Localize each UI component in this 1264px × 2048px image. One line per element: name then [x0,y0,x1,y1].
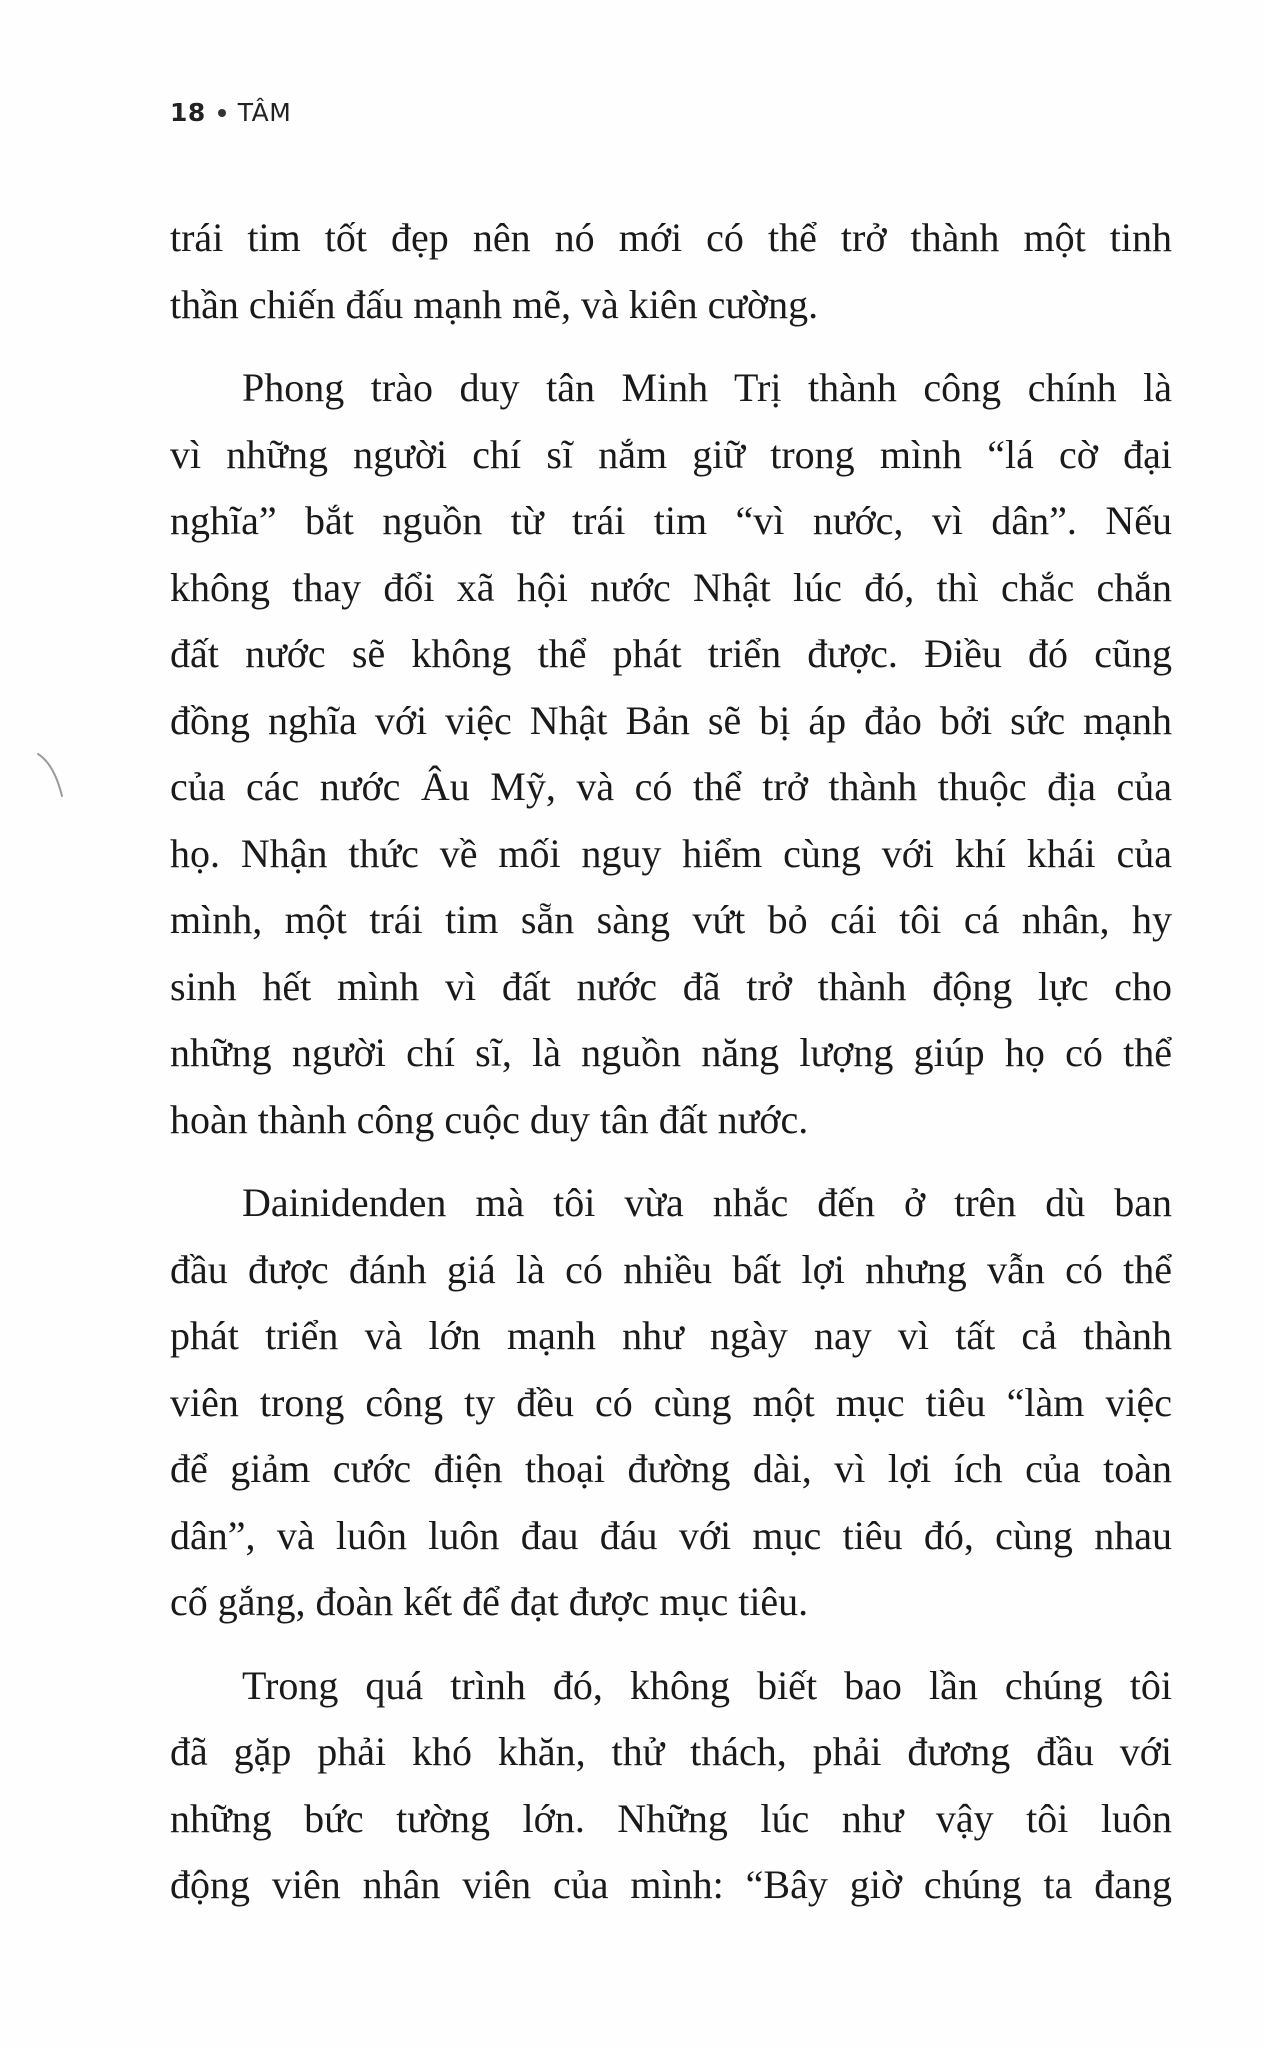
body-text [170,205,1172,1936]
text-line: sinh hết mình vì đất nước đã trở thành động lực cho [170,963,1172,1009]
text-line: vì những người chí sĩ nắm giữ trong mình “lá cờ đại [170,431,1172,477]
text-line: Trong quá trình đó, không biết bao lần chúng tôi [242,1662,1172,1708]
paragraph-1 [170,205,1172,338]
text-line: đồng nghĩa với việc Nhật Bản sẽ bị áp đảo bởi sức mạnh [170,697,1172,743]
text-line: không thay đổi xã hội nước Nhật lúc đó, thì chắc chắn [170,564,1172,610]
page-number: 18 [170,98,206,127]
text-line: những người chí sĩ, là nguồn năng lượng giúp họ có thể [170,1030,1172,1075]
text-line: viên trong công ty đều có cùng một mục tiêu “làm việc [170,1379,1172,1425]
text-line: để giảm cước điện thoại đường dài, vì lợi ích của toàn [170,1446,1172,1491]
text-line: Phong trào duy tân Minh Trị thành công chính là [242,365,1172,410]
bullet-separator-icon [218,109,226,117]
text-line: hoàn thành công cuộc duy tân đất nước. [170,1096,809,1142]
text-line: nghĩa” bắt nguồn từ trái tim “vì nước, vì dân”. Nếu [170,498,1172,543]
text-line: mình, một trái tim sẵn sàng vứt bỏ cái tôi cá nhân, hy [170,897,1172,942]
text-line: Dainidenden mà tôi vừa nhắc đến ở trên dù ban [242,1180,1172,1225]
text-line: những bức tường lớn. Những lúc như vậy tôi luôn [170,1795,1172,1841]
text-line: trái tim tốt đẹp nên nó mới có thể trở thành một tinh [170,215,1172,260]
text-line: của các nước Âu Mỹ, và có thể trở thành thuộc địa của [170,764,1172,809]
chapter-title: TÂM [237,98,292,127]
text-line: họ. Nhận thức về mối nguy hiểm cùng với khí khái của [170,830,1172,876]
text-line: phát triển và lớn mạnh như ngày nay vì tất cả thành [170,1313,1172,1358]
text-line: dân”, và luôn luôn đau đáu với mục tiêu đó, cùng nhau [170,1512,1172,1558]
pencil-margin-mark-icon [36,750,66,800]
text-line: đất nước sẽ không thể phát triển được. Điều đó cũng [170,631,1172,676]
text-line: thần chiến đấu mạnh mẽ, và kiên cường. [170,281,819,327]
paragraph-4 [170,1653,1172,1919]
paragraph-2 [170,355,1172,1153]
text-line: đã gặp phải khó khăn, thử thách, phải đương đầu với [170,1729,1172,1774]
text-line: cố gắng, đoàn kết để đạt được mục tiêu. [170,1579,809,1624]
text-line: động viên nhân viên của mình: “Bây giờ chúng ta đang [170,1862,1172,1907]
text-line: đầu được đánh giá là có nhiều bất lợi nhưng vẫn có thể [170,1246,1172,1292]
running-head [170,98,291,127]
paragraph-3 [170,1170,1172,1636]
